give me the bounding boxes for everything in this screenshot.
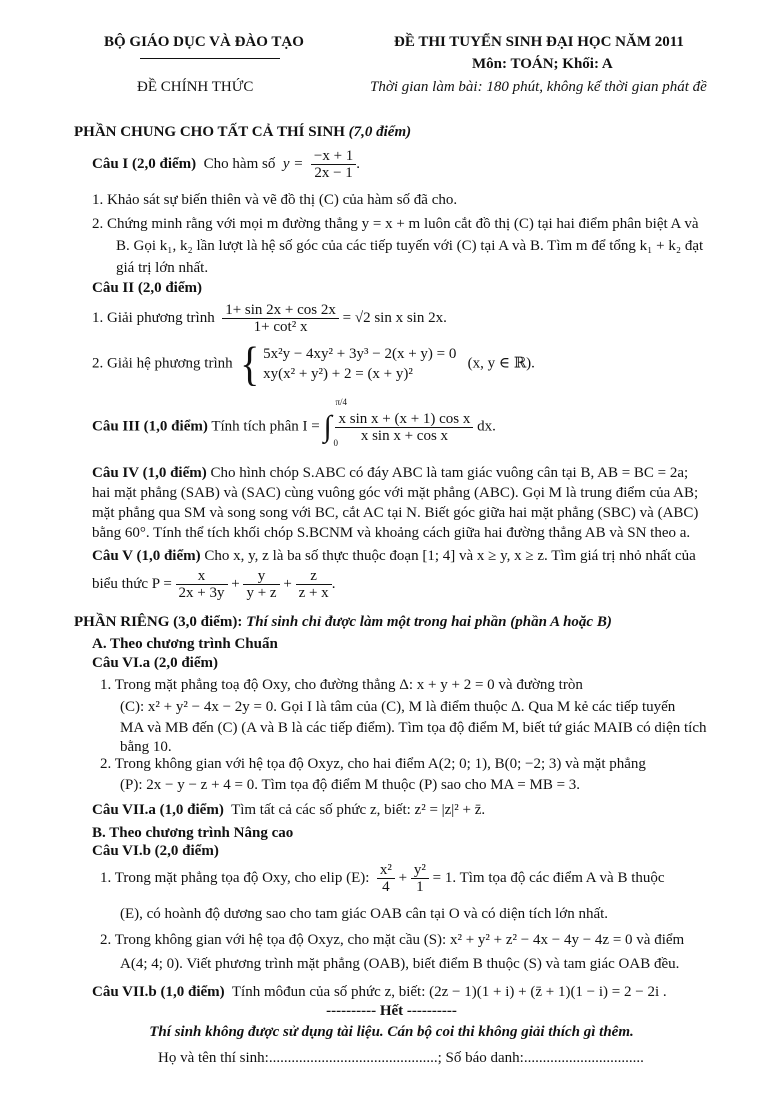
q6b-1-prefix: 1. Trong mặt phẳng tọa độ Oxy, cho elip (E):: [100, 869, 370, 886]
q5-f2-den: y + z: [246, 585, 277, 601]
q5-f1-den: 2x + 3y: [178, 585, 225, 601]
part-own-note: Thí sinh chỉ được làm một trong hai phần (phần A hoặc B): [246, 614, 612, 630]
q2-item1-num: 1+ sin 2x + cos 2x: [222, 302, 339, 319]
q5-line-1: [92, 546, 696, 566]
q1-header: Câu I (2,0 điểm) Cho hàm số y = $\frac{-x + 1}{2x - 1}$ .: [92, 148, 361, 181]
q2-eq2: xy(x² + y²) + 2 = (x + y)²: [263, 366, 413, 382]
ministry-title: BỘ GIÁO DỤC VÀ ĐÀO TẠO: [104, 34, 304, 50]
integral-sign: ∫ π/4 0: [323, 397, 348, 448]
q7b-text: Tính môđun của số phức z, biết: (2z − 1)(1 + i) + (z̄ + 1)(1 − i) = 2 − 2i .: [231, 984, 667, 1000]
q3-den: x sin x + cos x: [360, 427, 449, 444]
part-own: [74, 614, 612, 631]
q6b-item-1: 1. Trong mặt phẳng tọa độ Oxy, cho elip (E): $\frac{\text{x²}}{4}$ + $\frac{\text{y²}}{1}$ = 1. Tìm tọa độ các điểm A và B thuộc: [100, 862, 665, 895]
q7b-label: Câu VII.b (1,0 điểm): [92, 984, 225, 1000]
q5-frac-3: [296, 568, 332, 601]
q7a-line: [92, 800, 485, 820]
q4-line-1: [92, 463, 688, 483]
q2-label: Câu II (2,0 điểm): [92, 280, 203, 296]
q4-line-2: hai mặt phẳng (SAB) và (SAC) cùng vuông góc với mặt phẳng (ABC). Gọi M là trung điểm của AB;: [92, 485, 699, 501]
q6b-2-line-1: 2. Trong không gian với hệ tọa độ Oxyz, cho mặt cầu (S): x² + y² + z² − 4x − 4y − 4z = 0 và điểm: [100, 932, 685, 948]
q3-num: x sin x + (x + 1) cos x: [335, 411, 473, 428]
part-common-points: (7,0 điểm): [348, 124, 412, 140]
q5-label: Câu V (1,0 điểm): [92, 548, 201, 564]
q6b-1-rest: = 1. Tìm tọa độ các điểm A và B thuộc: [432, 869, 665, 886]
official-label: ĐỀ CHÍNH THỨC: [137, 79, 254, 95]
q6a-line-3: MA và MB đến (C) (A và B là các tiếp điểm). Tìm tọa độ điểm M, biết tứ giác MAIB có diện tích: [120, 720, 707, 736]
q3-label: Câu III (1,0 điểm): [92, 418, 208, 435]
header-divider: [140, 58, 280, 59]
part-own-title: PHẦN RIÊNG (3,0 điểm):: [74, 614, 243, 630]
q5-text: Cho x, y, z là ba số thực thuộc đoạn [1; 4] và x ≥ y, x ≥ z. Tìm giá trị nhỏ nhất của: [204, 548, 696, 564]
q2-item1-prefix: 1. Giải phương trình: [92, 309, 215, 326]
q3-lower: 0: [333, 438, 339, 448]
q5-f1-num: x: [176, 568, 228, 585]
q4-label: Câu IV (1,0 điểm): [92, 465, 207, 481]
q6a-line-4: bằng 10.: [120, 739, 172, 755]
q4-line-4: bằng 60°. Tính thể tích khối chóp S.BCNM và khoảng cách giữa hai đường thẳng AB và SN theo a.: [92, 525, 691, 541]
q3-line: [92, 397, 496, 448]
q5-expression: biểu thức P = $\frac{x}{2x + 3y}$ + $\frac{y}{y + z}$ + $\frac{z}{z + x}$ .: [92, 568, 336, 601]
q2-item1-rhs: = √2 sin x sin 2x.: [342, 309, 447, 326]
q2-eq1: 5x²y − 4xy² + 3y³ − 2(x + y) = 0: [263, 346, 457, 362]
q1-item-2: 2. Chứng minh rằng với mọi m đường thẳng y = x + m luôn cắt đồ thị (C) tại hai điểm phân biệt A và: [92, 216, 699, 232]
q1-num: −x + 1: [311, 148, 356, 165]
q5-frac-2: [243, 568, 279, 601]
q6b-f2-den: 1: [416, 879, 424, 895]
q2-system: [263, 344, 456, 384]
q2-domain: (x, y ∈ ℝ).: [467, 355, 535, 372]
q2-item1-den: 1+ cot² x: [253, 319, 308, 335]
q7a-label: Câu VII.a (1,0 điểm): [92, 802, 224, 818]
part-common-title: [74, 124, 411, 141]
section-b-title: B. Theo chương trình Nâng cao: [92, 825, 294, 841]
q6b-2-line-2: A(4; 4; 0). Viết phương trình mặt phẳng (OAB), biết điểm B thuộc (S) và tam giác OAB đều.: [120, 956, 680, 972]
q6a-line-6: (P): 2x − y − z + 4 = 0. Tìm tọa độ điểm M thuộc (P) sao cho MA = MB = 3.: [120, 777, 581, 793]
q7a-text: Tìm tất cả các số phức z, biết: z² = |z|² + z̄.: [231, 802, 486, 818]
q6a-label: Câu VI.a (2,0 điểm): [92, 655, 218, 671]
q1-intro: Cho hàm số: [203, 155, 276, 172]
section-a-title: A. Theo chương trình Chuẩn: [92, 636, 278, 652]
q6b-f1-num: x²: [377, 862, 395, 879]
q6b-frac-1: [377, 862, 395, 895]
q6b-f2-num: y²: [411, 862, 429, 879]
q3-dx: dx.: [477, 418, 496, 435]
q1-label: Câu I (2,0 điểm): [92, 155, 197, 172]
exam-time: Thời gian làm bài: 180 phút, không kể thời gian phát đề: [370, 79, 707, 95]
q5-f3-den: z + x: [298, 585, 329, 601]
q1-item-2b: B. Gọi k₁, k₂ lần lượt là hệ số góc của các tiếp tuyến với (C) tại A và B. Tìm m để tổng k₁ + k₂ đạt: [116, 238, 704, 254]
q3-upper: π/4: [335, 397, 348, 407]
q6b-1-line-2: (E), có hoành độ dương sao cho tam giác OAB cân tại O và có diện tích lớn nhất.: [120, 906, 609, 922]
q6b-f1-den: 4: [382, 879, 390, 895]
q2-item-1: [92, 302, 447, 335]
q6a-line-5: 2. Trong không gian với hệ tọa độ Oxyz, cho hai điểm A(2; 0; 1), B(0; −2; 3) và mặt phẳng: [100, 756, 646, 772]
q6a-line-2: (C): x² + y² − 4x − 2y = 0. Gọi I là tâm của (C), M là điểm thuộc Δ. Qua M kẻ các tiếp tuyến: [120, 699, 676, 715]
q2-item-2: [92, 336, 535, 391]
q6b-label: Câu VI.b (2,0 điểm): [92, 843, 219, 859]
exam-title: ĐỀ THI TUYỂN SINH ĐẠI HỌC NĂM 2011: [394, 34, 684, 50]
q5-f2-num: y: [243, 568, 279, 585]
q5-f3-num: z: [296, 568, 332, 585]
q6b-frac-2: [411, 862, 429, 895]
q3-intro: Tính tích phân I =: [211, 418, 320, 435]
q7b-line: [92, 982, 667, 1002]
footer-note: Thí sinh không được sử dụng tài liệu. Cán bộ coi thi không giải thích gì thêm.: [149, 1024, 634, 1040]
candidate-info: Họ và tên thí sinh:.............................................; Số báo danh:................................: [158, 1050, 644, 1066]
q1-fraction: [311, 148, 356, 181]
q1-item-2c: giá trị lớn nhất.: [116, 260, 209, 276]
part-common-heading: PHẦN CHUNG CHO TẤT CẢ THÍ SINH: [74, 124, 345, 140]
q6a-line-1: 1. Trong mặt phẳng toạ độ Oxy, cho đường thẳng Δ: x + y + 2 = 0 và đường tròn: [100, 677, 583, 693]
q3-fraction: [335, 411, 473, 444]
q5-frac-1: [176, 568, 228, 601]
system-brace: {: [240, 336, 260, 391]
q5-expr-prefix: biểu thức P =: [92, 575, 172, 592]
end-marker: ---------- Hết ----------: [326, 1003, 457, 1019]
q4-line-3: mặt phẳng qua SM và song song với BC, cắt AC tại N. Biết góc giữa hai mặt phẳng (SBC) và (ABC): [92, 505, 699, 521]
q4-text-1: Cho hình chóp S.ABC có đáy ABC là tam giác vuông cân tại B, AB = BC = 2a;: [210, 465, 689, 481]
q1-item-1: 1. Khảo sát sự biến thiên và vẽ đồ thị (C) của hàm số đã cho.: [92, 192, 458, 208]
q2-item1-fraction: [222, 302, 339, 335]
q1-den: 2x − 1: [314, 165, 353, 181]
exam-subject: Môn: TOÁN; Khối: A: [472, 56, 613, 72]
q2-item2-prefix: 2. Giải hệ phương trình: [92, 355, 233, 372]
